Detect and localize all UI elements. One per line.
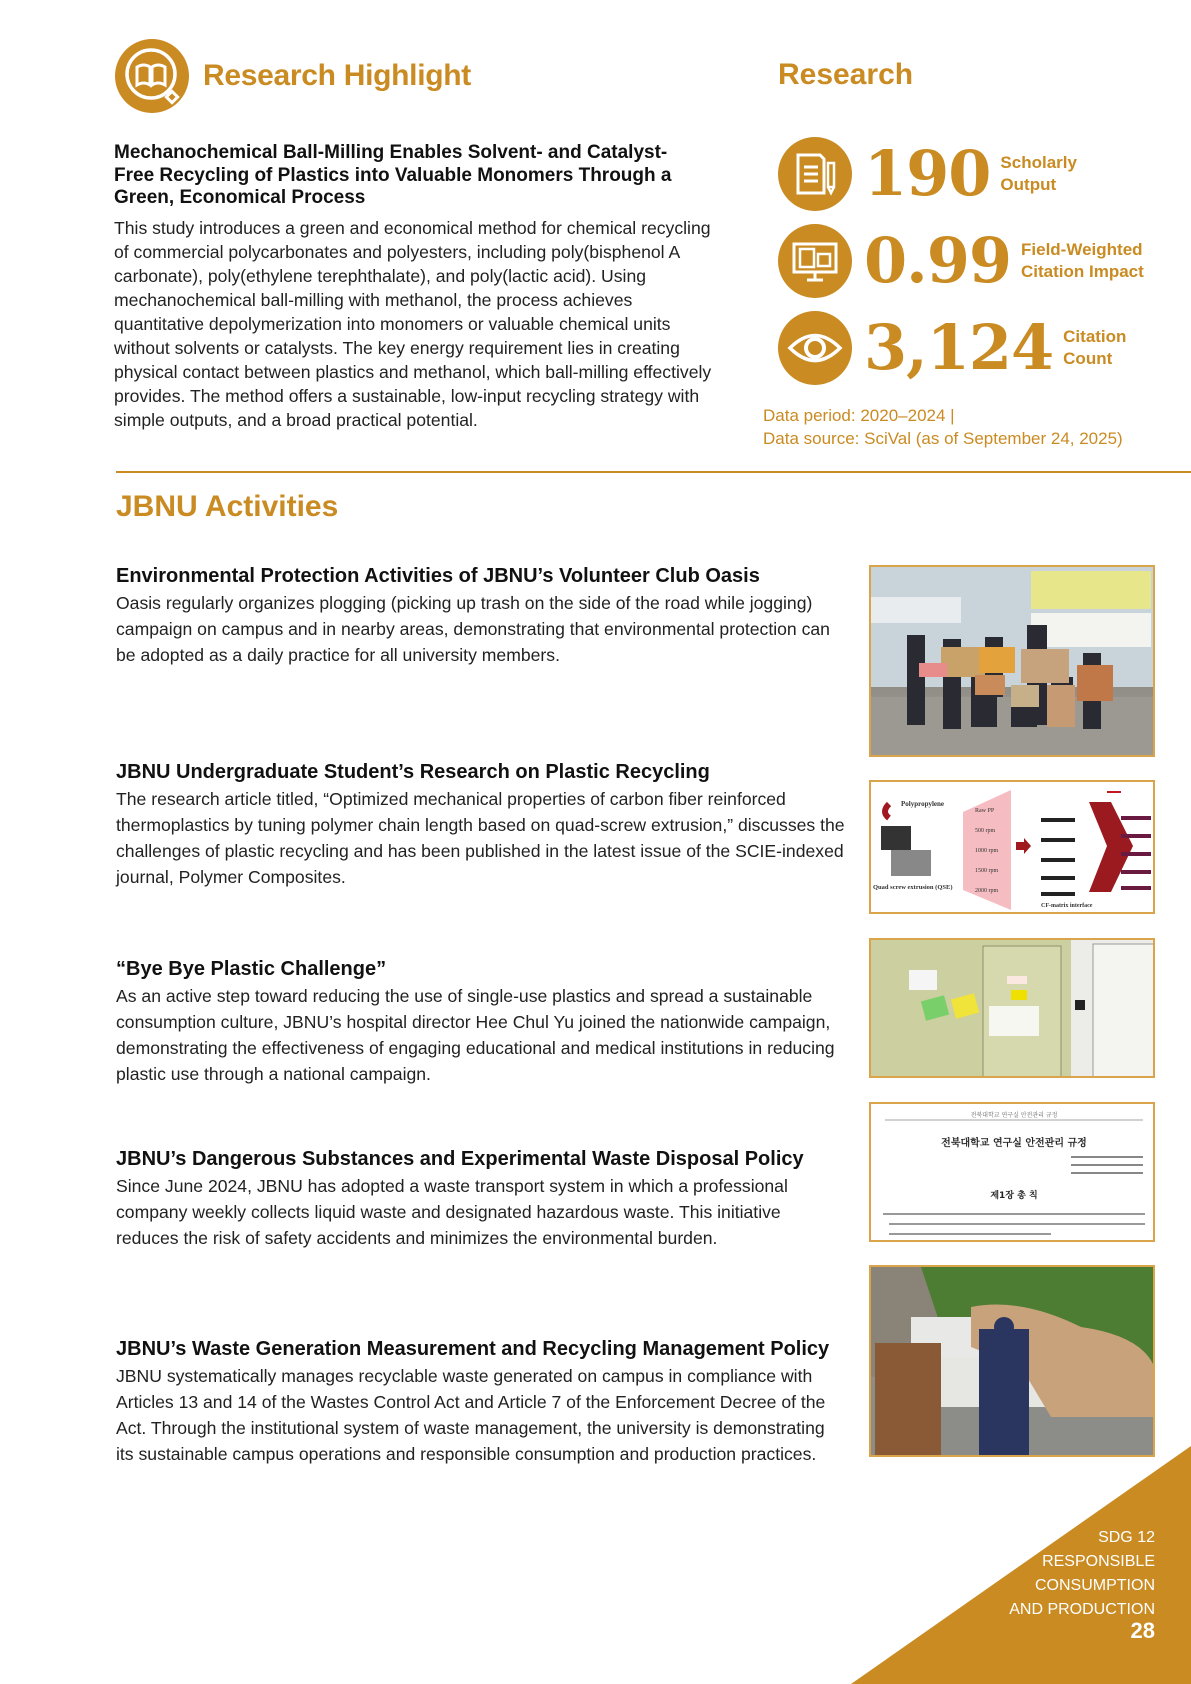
document-pencil-icon xyxy=(778,137,852,211)
activity-body: Since June 2024, JBNU has adopted a waste transport system in which a professional company weekly collects liquid waste and designated hazardous waste. This initiative reduces the risk of safety accidents and minimizes the environmental burden. xyxy=(116,1176,788,1248)
article-title: Mechanochemical Ball-Milling Enables Solvent- and Catalyst-Free Recycling of Plastics into Valuable Monomers Through a Green, Economical Process xyxy=(114,142,672,208)
svg-text:제1장 총 칙: 제1장 총 칙 xyxy=(990,1191,1038,1201)
svg-text:1500 rpm: 1500 rpm xyxy=(975,868,999,874)
stat-value: 3,124 xyxy=(864,311,1054,384)
research-highlight-title: Research Highlight xyxy=(203,59,471,92)
article-body: This study introduces a green and economical method for chemical recycling of commercial polycarbonates and polyesters, including poly(bisphenol A carbonate), poly(ethylene terephthalate), and poly(lactic acid). Using mechanochemical ball-milling with methanol, the process achieves quantitative depolymerization into monomers or valuable chemical units without solvents or catalysts. The key energy requirement lies in creating physical contact between plastics and methanol, which ball-milling effectively provides. The method offers a sustainable, low-input recycling strategy with simple outputs, and a broad practical potential. xyxy=(114,218,712,430)
document-lab-safety-regulation xyxy=(869,1102,1155,1242)
activity-title: JBNU’s Waste Generation Measurement and Recycling Management Policy xyxy=(116,1338,830,1360)
activity-title: Environmental Protection Activities of JBNU’s Volunteer Club Oasis xyxy=(116,565,760,587)
photo-waste-truck xyxy=(869,1265,1155,1457)
sdg-title-line: AND PRODUCTION xyxy=(1009,1601,1155,1618)
photo-hazard-room-door xyxy=(869,938,1155,1078)
svg-text:Polypropylene: Polypropylene xyxy=(901,800,945,808)
sdg-title-line: RESPONSIBLE xyxy=(1042,1553,1155,1570)
eye-icon xyxy=(778,311,852,385)
svg-text:1000 rpm: 1000 rpm xyxy=(975,848,999,854)
section-divider xyxy=(116,471,1191,473)
svg-text:전북대학교 연구실 안전관리 규정: 전북대학교 연구실 안전관리 규정 xyxy=(941,1138,1087,1149)
page-number: 28 xyxy=(1130,1618,1155,1643)
data-source: Data source: SciVal (as of September 24, 2025) xyxy=(763,429,1123,448)
activity-body: As an active step toward reducing the use of single-use plastics and spread a sustainable consumption culture, JBNU’s hospital director Hee Chul Yu joined the nationwide campaign, demonstrating the effectiveness of engaging educational and medical institutions in reducing plastic use through a national campaign. xyxy=(116,986,835,1084)
research-title: Research xyxy=(778,58,914,91)
stat-label-line1: Field-Weighted xyxy=(1021,240,1143,259)
activity-item xyxy=(116,1335,836,1467)
stat-label xyxy=(1021,239,1144,283)
stat-value: 0.99 xyxy=(864,224,1012,297)
activity-item xyxy=(116,1145,846,1251)
stat-scholarly-output xyxy=(778,137,1077,211)
photo-oasis-club xyxy=(869,565,1155,757)
activity-title: JBNU Undergraduate Student’s Research on Plastic Recycling xyxy=(116,761,710,783)
svg-text:Quad screw extrusion (QSE): Quad screw extrusion (QSE) xyxy=(873,884,953,891)
activity-item xyxy=(116,758,846,890)
sdg-label xyxy=(1009,1526,1155,1622)
stat-label-line2: Count xyxy=(1063,349,1113,368)
activity-body: JBNU systematically manages recyclable waste generated on campus in compliance with Articles 13 and 14 of the Wastes Control Act and Article 7 of the Enforcement Decree of the Act. Through the institutional system of waste management, the university is demonstrating its sustainable campus operations and responsible consumption and production practices. xyxy=(116,1366,826,1464)
svg-text:Raw PP: Raw PP xyxy=(975,808,995,814)
stat-label-line2: Output xyxy=(1000,175,1057,194)
stat-label-line1: Citation xyxy=(1063,327,1127,346)
stat-label xyxy=(1063,326,1126,370)
stat-label-line1: Scholarly xyxy=(1000,153,1077,172)
book-magnifier-icon xyxy=(115,39,189,113)
data-source-note xyxy=(763,404,1123,450)
stat-value: 190 xyxy=(864,137,991,210)
activity-item xyxy=(116,562,846,668)
activity-body: Oasis regularly organizes plogging (picking up trash on the side of the road while jogging) campaign on campus and in nearby areas, demonstrating that environmental protection can be adopted as a daily practice for all university members. xyxy=(116,593,830,665)
stat-label xyxy=(1000,152,1077,196)
research-highlight-header xyxy=(115,39,471,113)
activity-title: JBNU’s Dangerous Substances and Experimental Waste Disposal Policy xyxy=(116,1148,804,1170)
svg-text:2000 rpm: 2000 rpm xyxy=(975,888,999,894)
stat-label-line2: Citation Impact xyxy=(1021,262,1144,281)
svg-text:전북대학교 연구실 안전관리 규정: 전북대학교 연구실 안전관리 규정 xyxy=(970,1112,1058,1119)
monitor-document-icon xyxy=(778,224,852,298)
activity-body: The research article titled, “Optimized mechanical properties of carbon fiber reinforced thermoplastics by tuning polymer chain length based on quad-screw extrusion,” discusses the challenges of plastic recycling and has been published in the latest issue of the SCIE-indexed journal, Polymer Composites. xyxy=(116,789,845,887)
activities-title: JBNU Activities xyxy=(116,490,339,523)
data-period: Data period: 2020–2024 | xyxy=(763,406,955,425)
diagram-qse-plastic xyxy=(869,780,1155,914)
sdg-number: SDG 12 xyxy=(1098,1529,1155,1546)
sdg-title-line: CONSUMPTION xyxy=(1035,1577,1155,1594)
activity-item xyxy=(116,955,836,1087)
stat-fwci xyxy=(778,224,1144,298)
svg-text:CF-matrix interface: CF-matrix interface xyxy=(1041,903,1093,909)
activity-title: “Bye Bye Plastic Challenge” xyxy=(116,958,387,980)
svg-text:500 rpm: 500 rpm xyxy=(975,828,996,834)
stat-citation-count xyxy=(778,311,1126,385)
